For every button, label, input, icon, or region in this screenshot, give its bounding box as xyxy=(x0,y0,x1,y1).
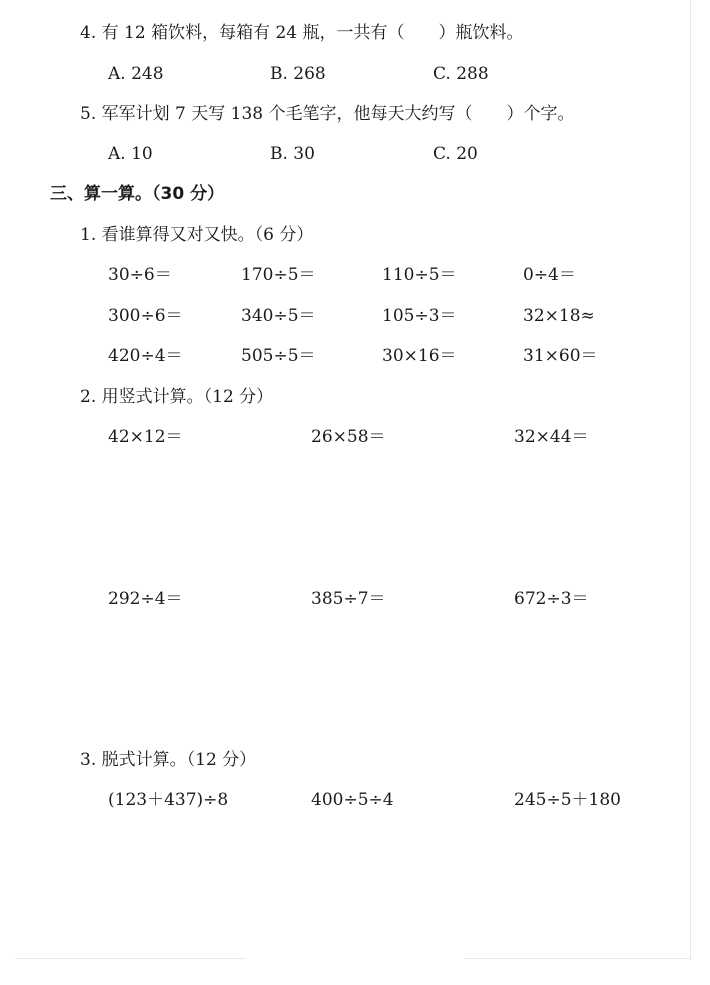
oral-calc-item: 340÷5＝ xyxy=(241,306,316,326)
part-2-title: 2. 用竖式计算。（12 分） xyxy=(80,387,274,407)
stepwise-calc-item: 245÷5＋180 xyxy=(514,790,621,810)
question-4-option-c: C. 288 xyxy=(433,64,489,84)
vertical-calc-item: 292÷4＝ xyxy=(108,589,183,609)
oral-calc-item: 31×60＝ xyxy=(523,346,598,366)
stepwise-calc-item: (123＋437)÷8 xyxy=(108,790,229,810)
question-4-text: 4. 有 12 箱饮料，每箱有 24 瓶，一共有（ ）瓶饮料。 xyxy=(80,23,524,43)
question-5-option-a: A. 10 xyxy=(108,144,153,164)
oral-calc-item: 30÷6＝ xyxy=(108,265,172,285)
page-edge-right xyxy=(690,0,691,960)
vertical-calc-item: 26×58＝ xyxy=(311,427,386,447)
vertical-calc-item: 385÷7＝ xyxy=(311,589,386,609)
oral-calc-item: 170÷5＝ xyxy=(241,265,316,285)
oral-calc-item: 105÷3＝ xyxy=(382,306,457,326)
vertical-calc-item: 672÷3＝ xyxy=(514,589,589,609)
oral-calc-item: 0÷4＝ xyxy=(523,265,576,285)
oral-calc-item: 110÷5＝ xyxy=(382,265,457,285)
vertical-calc-item: 42×12＝ xyxy=(108,427,183,447)
question-4-option-a: A. 248 xyxy=(108,64,164,84)
page-edge-bottom-right xyxy=(465,958,690,959)
oral-calc-item: 32×18≈ xyxy=(523,306,595,326)
question-5-option-b: B. 30 xyxy=(270,144,315,164)
oral-calc-item: 300÷6＝ xyxy=(108,306,183,326)
oral-calc-item: 505÷5＝ xyxy=(241,346,316,366)
part-1-title: 1. 看谁算得又对又快。（6 分） xyxy=(80,225,314,245)
stepwise-calc-item: 400÷5÷4 xyxy=(311,790,394,810)
question-4-option-b: B. 268 xyxy=(270,64,326,84)
page-edge-bottom-left xyxy=(15,958,245,959)
question-5-text: 5. 军军计划 7 天写 138 个毛笔字，他每天大约写（ ）个字。 xyxy=(80,104,575,124)
oral-calc-item: 30×16＝ xyxy=(382,346,457,366)
vertical-calc-item: 32×44＝ xyxy=(514,427,589,447)
oral-calc-item: 420÷4＝ xyxy=(108,346,183,366)
section-3-title: 三、算一算。（30 分） xyxy=(50,184,225,204)
part-3-title: 3. 脱式计算。（12 分） xyxy=(80,750,257,770)
question-5-option-c: C. 20 xyxy=(433,144,478,164)
